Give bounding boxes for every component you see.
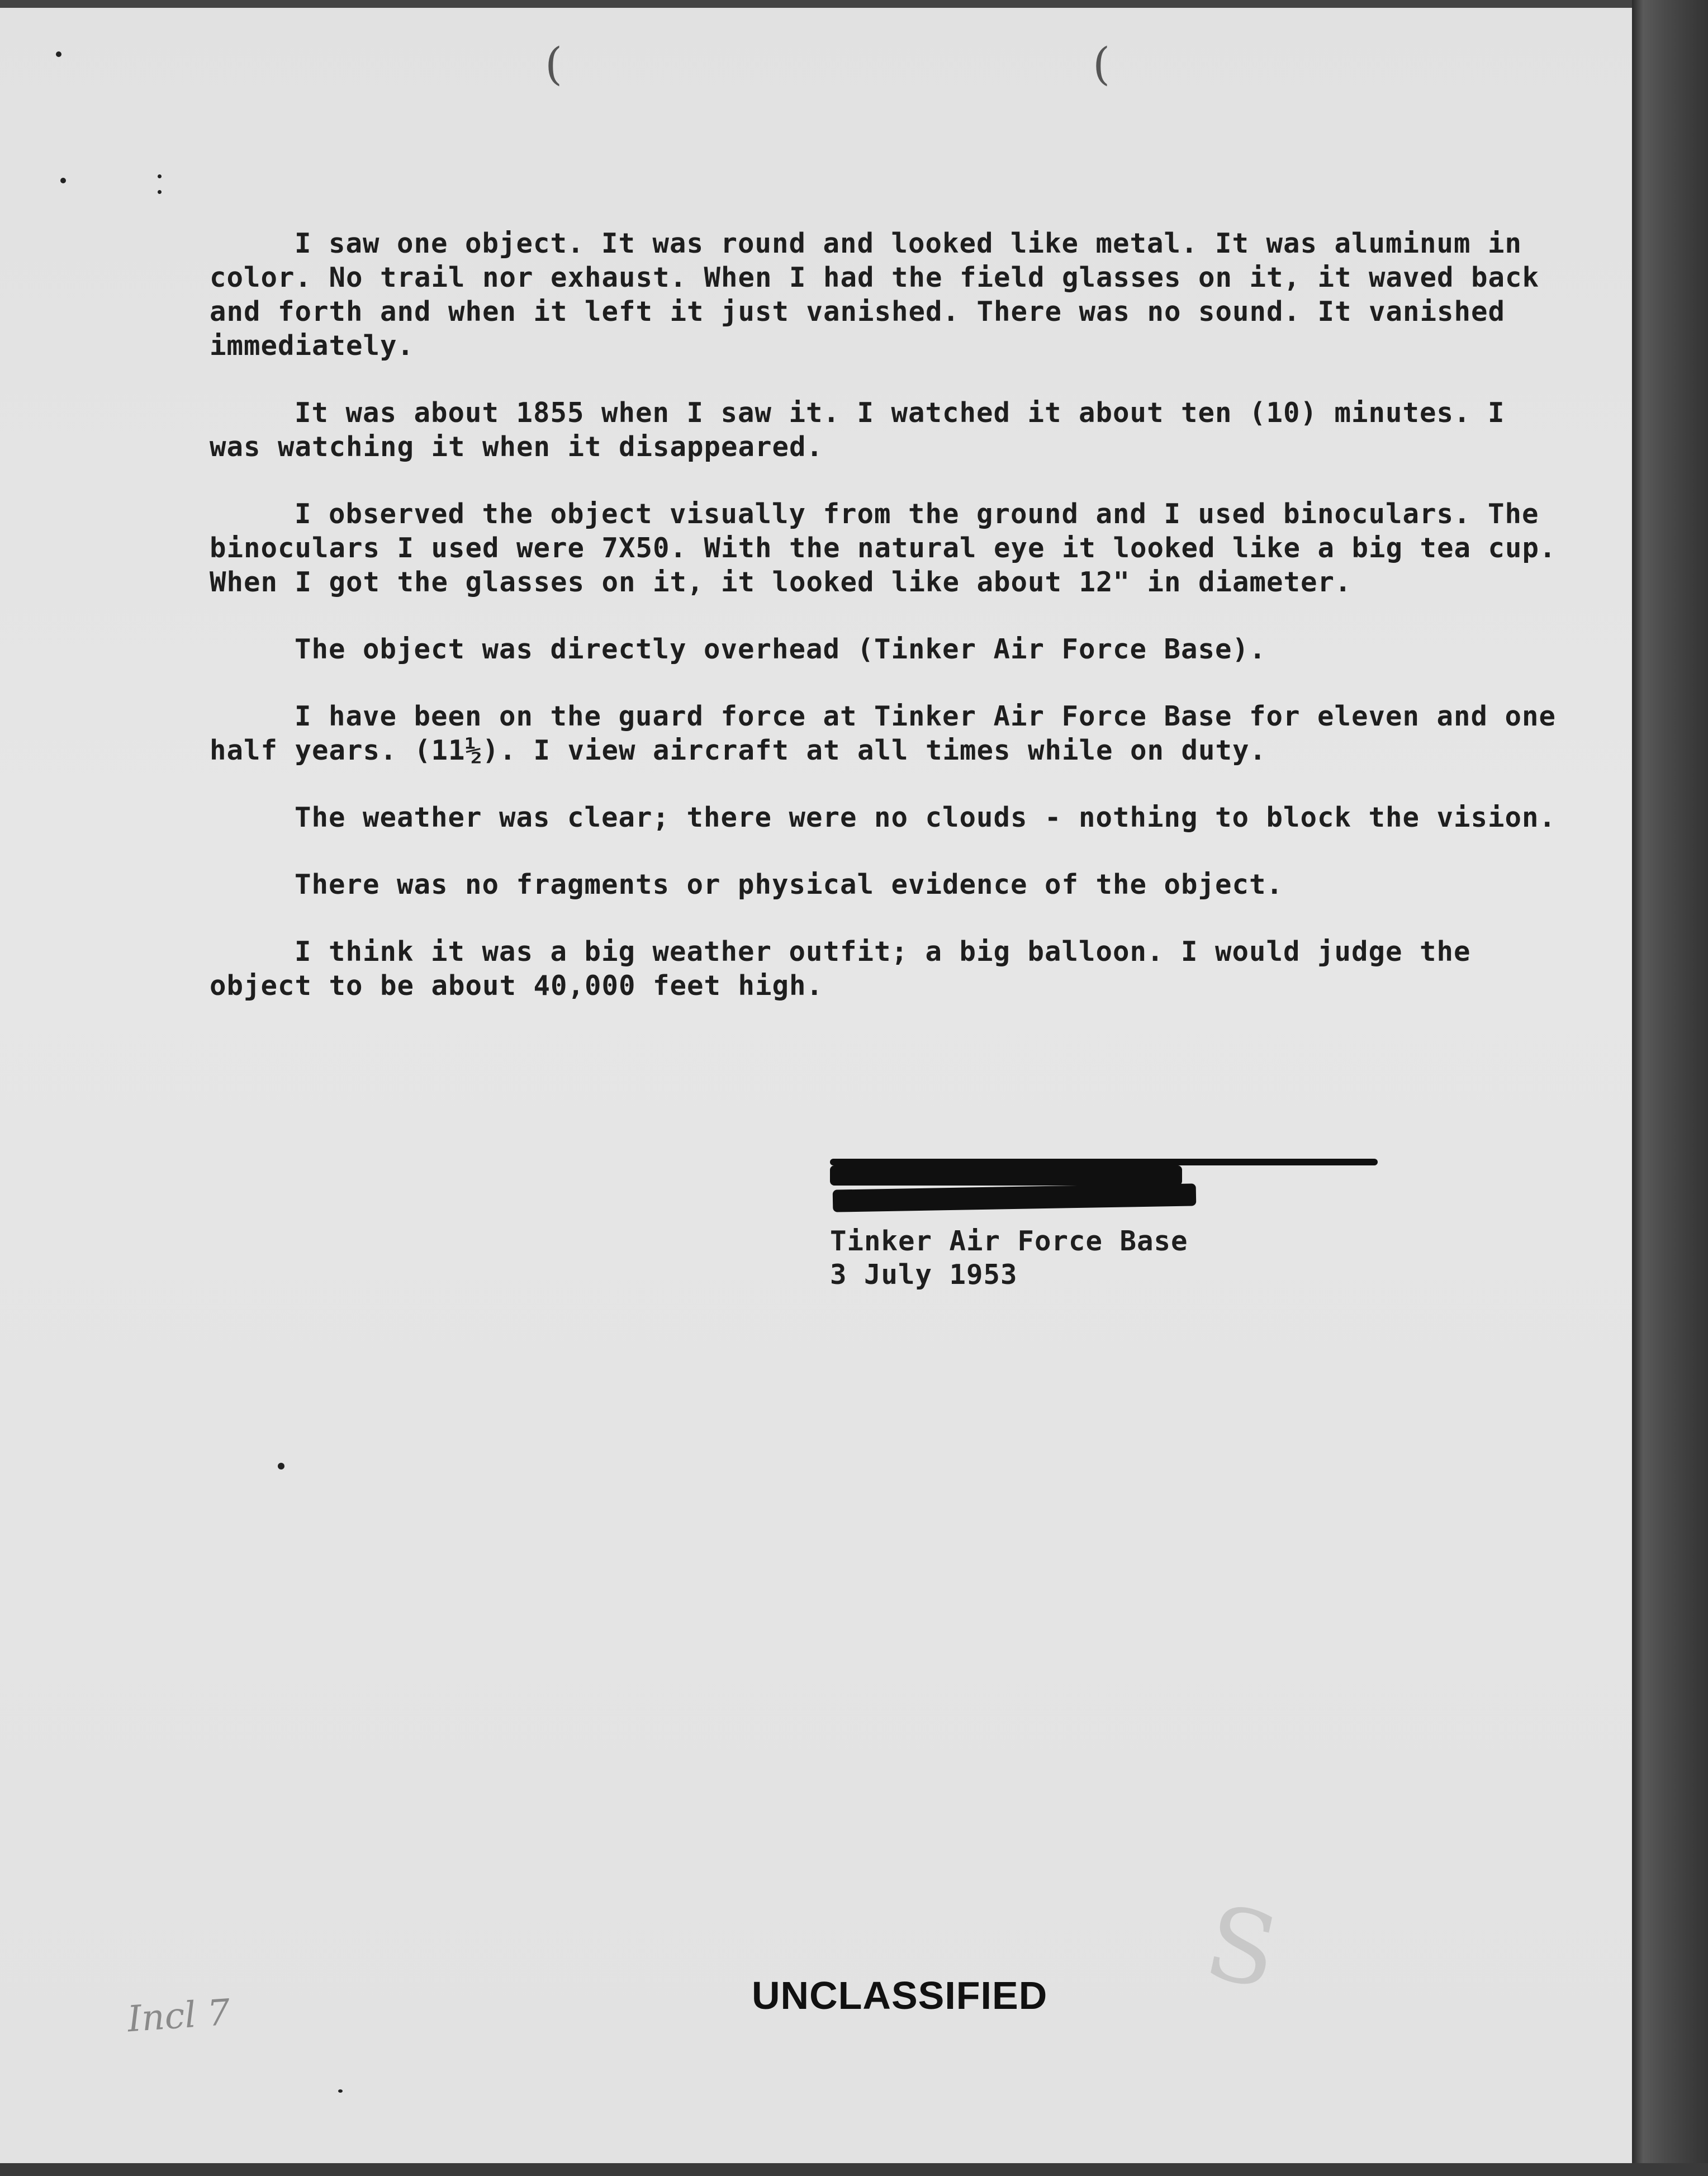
scan-speck	[278, 1463, 284, 1469]
scan-speck	[158, 174, 162, 178]
scan-speck	[56, 51, 61, 57]
scan-speck	[60, 178, 66, 183]
statement-paragraph: I have been on the guard force at Tinker Air Force Base for eleven and one half years. (11½). I view aircraft at all times while on duty.	[210, 700, 1557, 766]
signature-location: Tinker Air Force Base	[830, 1225, 1188, 1257]
redaction-bar	[830, 1159, 1378, 1165]
signature-date: 3 July 1953	[830, 1259, 1018, 1291]
handwritten-margin-note: Incl 7	[126, 1992, 232, 2041]
signature-block	[830, 1154, 1389, 1292]
statement-paragraph: There was no fragments or physical evidence of the object.	[295, 869, 1284, 900]
scan-speck	[338, 2089, 343, 2093]
scan-right-edge	[1632, 0, 1708, 2176]
classification-marking: UNCLASSIFIED	[752, 1974, 1048, 2017]
statement-paragraph: I saw one object. It was round and looked like metal. It was aluminum in color. No trail nor exhaust. When I had the field glasses on it, it waved back and forth and when it left it just vanished. There was no sound. It vanished immediately.	[210, 227, 1540, 362]
punch-hole-mark-right: (	[1093, 38, 1111, 90]
statement-paragraph: The object was directly overhead (Tinker Air Force Base).	[295, 633, 1266, 665]
faint-handwritten-mark: S	[1195, 1883, 1288, 2012]
statement-paragraph: I observed the object visually from the ground and I used binoculars. The binoculars I used were 7X50. With the natural eye it looked like a big tea cup. When I got the glasses on it, it looked like about 12" in diameter.	[210, 498, 1557, 598]
statement-body	[210, 226, 1562, 1036]
statement-paragraph: I think it was a big weather outfit; a big balloon. I would judge the object to be about 40,000 feet high.	[210, 936, 1471, 1002]
redaction-bar	[830, 1165, 1182, 1186]
statement-paragraph: The weather was clear; there were no clouds - nothing to block the vision.	[295, 802, 1557, 833]
scan-top-edge	[0, 0, 1708, 8]
punch-hole-mark-left: (	[545, 38, 563, 90]
scan-speck	[158, 190, 162, 194]
scan-bottom-edge	[0, 2163, 1708, 2176]
statement-paragraph: It was about 1855 when I saw it. I watched it about ten (10) minutes. I was watching it when it disappeared.	[210, 397, 1505, 463]
